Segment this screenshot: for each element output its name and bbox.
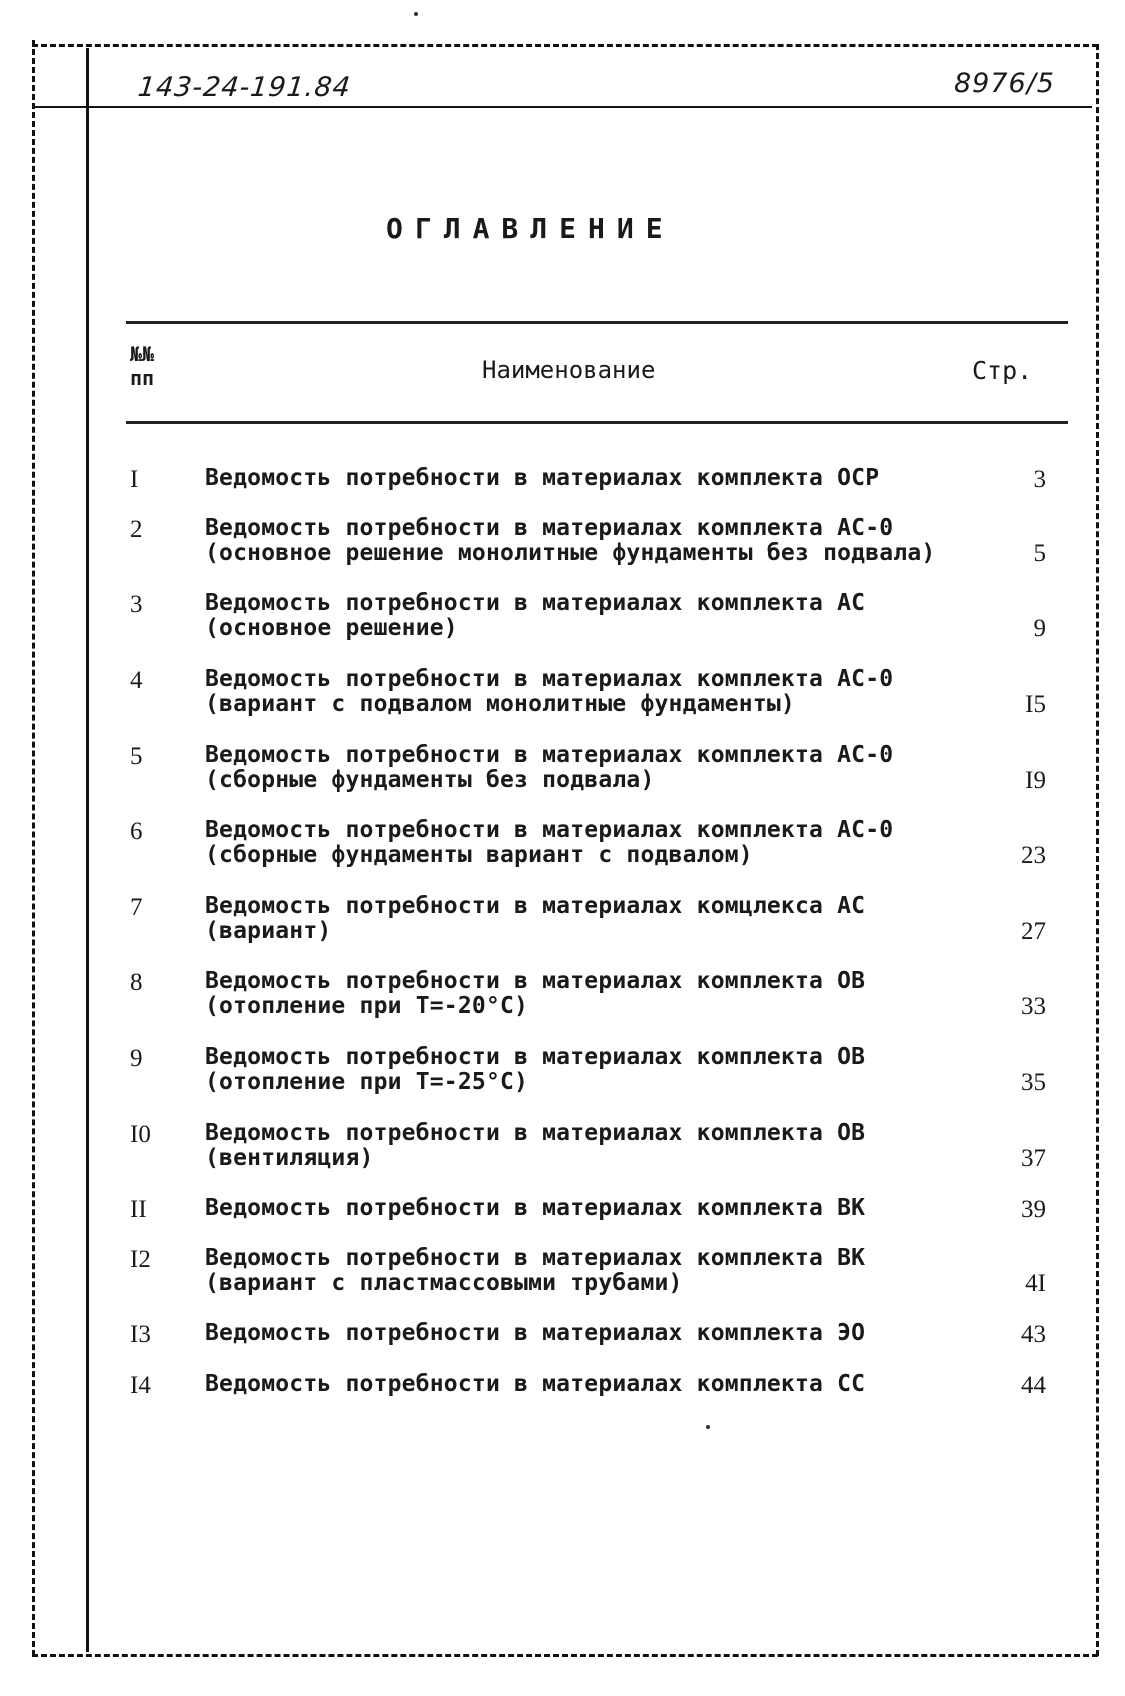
toc-row-title-line2: (сборные фундаменты без подвала) bbox=[205, 767, 655, 793]
page-title: ОГЛАВЛЕНИЕ bbox=[386, 212, 675, 245]
toc-row-title bbox=[205, 1121, 965, 1171]
toc-row-title bbox=[205, 969, 965, 1019]
toc-row-number: 8 bbox=[130, 969, 143, 996]
toc-row-title-line2: (основное решение монолитные фундаменты без подвала) bbox=[205, 540, 936, 566]
toc-row bbox=[126, 466, 1046, 491]
toc-row-title-line2: (вариант с подвалом монолитные фундаменты) bbox=[205, 691, 795, 717]
toc-row-title-line2: (отопление при Т=-20°С) bbox=[205, 993, 529, 1019]
toc-row-title bbox=[205, 1321, 965, 1346]
toc-row bbox=[126, 1372, 1046, 1397]
toc-row-title-line1: Ведомость потребности в материалах комплекта ЭО bbox=[205, 1320, 866, 1346]
scan-speck bbox=[706, 1425, 710, 1429]
toc-row-number: 6 bbox=[130, 818, 143, 845]
table-header-bottom-rule bbox=[126, 421, 1068, 424]
column-header-number bbox=[130, 342, 154, 390]
toc-row-title-line1: Ведомость потребности в материалах комплекта СС bbox=[205, 1371, 866, 1397]
toc-row bbox=[126, 969, 1046, 1019]
header-divider bbox=[32, 106, 1092, 108]
toc-row-title-line2: (основное решение) bbox=[205, 615, 458, 641]
toc-row bbox=[126, 1196, 1046, 1221]
toc-row-title-line1: Ведомость потребности в материалах комплекта ОВ bbox=[205, 1120, 866, 1146]
toc-row-number: 3 bbox=[130, 591, 143, 618]
toc-row-page: 44 bbox=[1021, 1372, 1046, 1399]
scan-speck bbox=[414, 12, 418, 16]
toc-row-title-line2: (вариант) bbox=[205, 918, 332, 944]
toc-row-page: 27 bbox=[1021, 918, 1046, 945]
toc-row-title-line2: (вариант с пластмассовыми трубами) bbox=[205, 1270, 683, 1296]
toc-row bbox=[126, 667, 1046, 717]
toc-row-title-line1: Ведомость потребности в материалах комплекта АС-0 bbox=[205, 742, 894, 768]
toc-row-title bbox=[205, 591, 965, 641]
column-header-name: Наименование bbox=[482, 356, 656, 384]
toc-row-title-line1: Ведомость потребности в материалах комцлекса АС bbox=[205, 893, 866, 919]
toc-row-title bbox=[205, 466, 965, 491]
toc-row-number: 5 bbox=[130, 743, 143, 770]
toc-row bbox=[126, 591, 1046, 641]
toc-row-number: 2 bbox=[130, 516, 143, 543]
toc-row-number: II bbox=[130, 1196, 147, 1223]
toc-row-title-line1: Ведомость потребности в материалах комплекта АС bbox=[205, 590, 866, 616]
toc-row-page: 4I bbox=[1025, 1270, 1046, 1297]
toc-row-number: I3 bbox=[130, 1321, 151, 1348]
toc-row bbox=[126, 894, 1046, 944]
toc-row-page: I9 bbox=[1025, 767, 1046, 794]
toc-row-title-line1: Ведомость потребности в материалах комплекта АС-0 bbox=[205, 817, 894, 843]
toc-row-title-line1: Ведомость потребности в материалах комплекта ОВ bbox=[205, 1044, 866, 1070]
toc-row-title bbox=[205, 1196, 965, 1221]
toc-row-page: 35 bbox=[1021, 1069, 1046, 1096]
toc-row-title-line1: Ведомость потребности в материалах комплекта АС-0 bbox=[205, 515, 894, 541]
frame-bottom-border bbox=[32, 1654, 1098, 1657]
frame-left-inner-border bbox=[86, 48, 89, 1652]
toc-row-title-line2: (вентиляция) bbox=[205, 1145, 374, 1171]
toc-row-title-line2: (сборные фундаменты вариант с подвалом) bbox=[205, 842, 753, 868]
toc-row-page: 9 bbox=[1033, 615, 1046, 642]
toc-row-number: 9 bbox=[130, 1045, 143, 1072]
toc-row-page: 5 bbox=[1033, 540, 1046, 567]
toc-row-page: 23 bbox=[1021, 842, 1046, 869]
column-header-page: Стр. bbox=[972, 356, 1033, 385]
toc-row-title bbox=[205, 818, 965, 868]
toc-row bbox=[126, 516, 1046, 566]
frame-left-outer-border bbox=[32, 40, 35, 1656]
toc-row-title-line1: Ведомость потребности в материалах комплекта ОВ bbox=[205, 968, 866, 994]
toc-row-page: 39 bbox=[1021, 1196, 1046, 1223]
toc-row-number: I0 bbox=[130, 1121, 151, 1148]
toc-row-page: 37 bbox=[1021, 1145, 1046, 1172]
toc-row-title bbox=[205, 667, 965, 717]
toc-row-page: 33 bbox=[1021, 993, 1046, 1020]
column-header-number-line2: пп bbox=[130, 366, 155, 390]
toc-row-title bbox=[205, 1045, 965, 1095]
toc-row-title-line2: (отопление при Т=-25°С) bbox=[205, 1069, 529, 1095]
toc-row bbox=[126, 1045, 1046, 1095]
toc-row-number: 7 bbox=[130, 894, 143, 921]
toc-row-number: 4 bbox=[130, 667, 143, 694]
toc-row bbox=[126, 1321, 1046, 1346]
toc-row-title bbox=[205, 1246, 965, 1296]
toc-row-title bbox=[205, 894, 965, 944]
document-code: 143-24-191.84 bbox=[136, 72, 353, 103]
frame-right-border bbox=[1096, 44, 1099, 1656]
toc-row-title bbox=[205, 516, 965, 566]
toc-row-title-line1: Ведомость потребности в материалах комплекта ВК bbox=[205, 1195, 866, 1221]
toc-row-page: I5 bbox=[1025, 691, 1046, 718]
toc-row-number: I2 bbox=[130, 1246, 151, 1273]
toc-row bbox=[126, 1246, 1046, 1296]
toc-row-page: 3 bbox=[1033, 466, 1046, 493]
column-header-number-line1: №№ bbox=[130, 342, 155, 366]
toc-row-number: I4 bbox=[130, 1372, 151, 1399]
toc-row-title bbox=[205, 1372, 965, 1397]
toc-row-page: 43 bbox=[1021, 1321, 1046, 1348]
toc-row-title-line1: Ведомость потребности в материалах комплекта ОСР bbox=[205, 465, 880, 491]
toc-row-title-line1: Ведомость потребности в материалах комплекта ВК bbox=[205, 1245, 866, 1271]
toc-row bbox=[126, 743, 1046, 793]
toc-row-title bbox=[205, 743, 965, 793]
frame-top-border bbox=[32, 44, 1098, 47]
sheet-number: 8976/5 bbox=[954, 68, 1055, 99]
toc-row bbox=[126, 818, 1046, 868]
toc-row-title-line1: Ведомость потребности в материалах комплекта АС-0 bbox=[205, 666, 894, 692]
toc-row-number: I bbox=[130, 466, 139, 493]
table-header-top-rule bbox=[126, 321, 1068, 324]
toc-row bbox=[126, 1121, 1046, 1171]
